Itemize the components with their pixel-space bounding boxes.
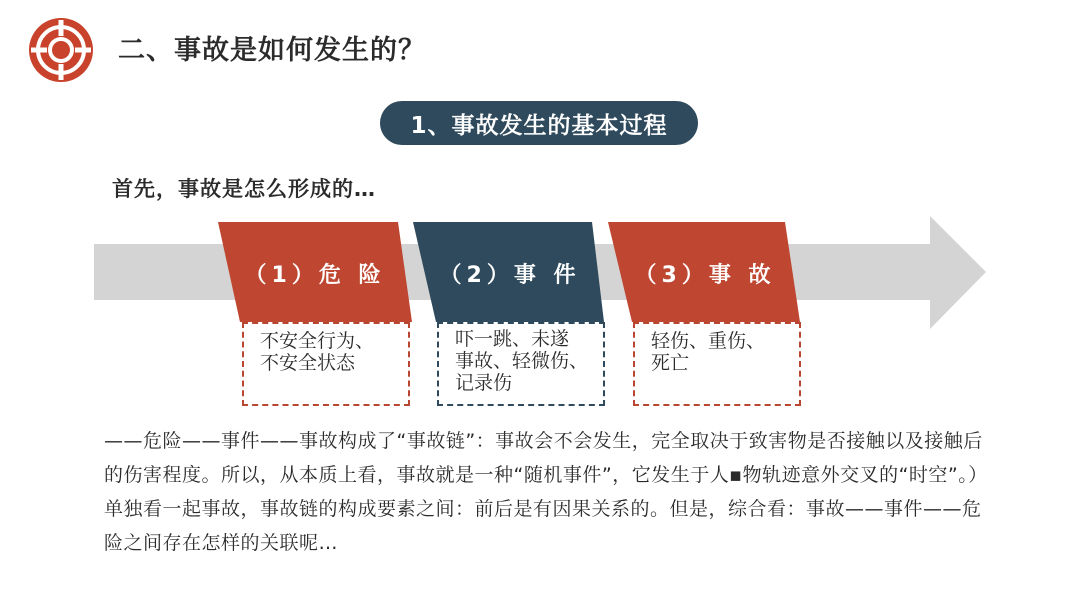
explanation-paragraph: ——危险——事件——事故构成了“事故链”：事故会不会发生，完全取决于致害物是否接触以及接触后的伤害程度。所以，从本质上看，事故就是一种“随机事件”，它发生于人▪物轨迹意外交叉的“时空”。）单独看一起事故，事故链的构成要素之间：前后是有因果关系的。但是，综合看：事故——事件——危险之间存在怎样的关联呢… xyxy=(104,430,983,554)
intro-text: 首先，事故是怎么形成的… xyxy=(112,177,376,201)
stage-2-description: 吓一跳、未遂 事故、轻微伤、 记录伤 xyxy=(437,322,605,406)
section-pill-label: 1、事故发生的基本过程 xyxy=(410,112,668,139)
page-title: 二、事故是如何发生的？ xyxy=(118,35,426,66)
stage-1-label: （1）危 险 xyxy=(244,262,386,288)
stage-3-description: 轻伤、重伤、 死亡 xyxy=(633,322,801,406)
stage-3-label: （3）事 故 xyxy=(634,262,776,288)
stage-2-label: （2）事 件 xyxy=(439,262,581,288)
stage-1-description: 不安全行为、 不安全状态 xyxy=(242,322,410,406)
